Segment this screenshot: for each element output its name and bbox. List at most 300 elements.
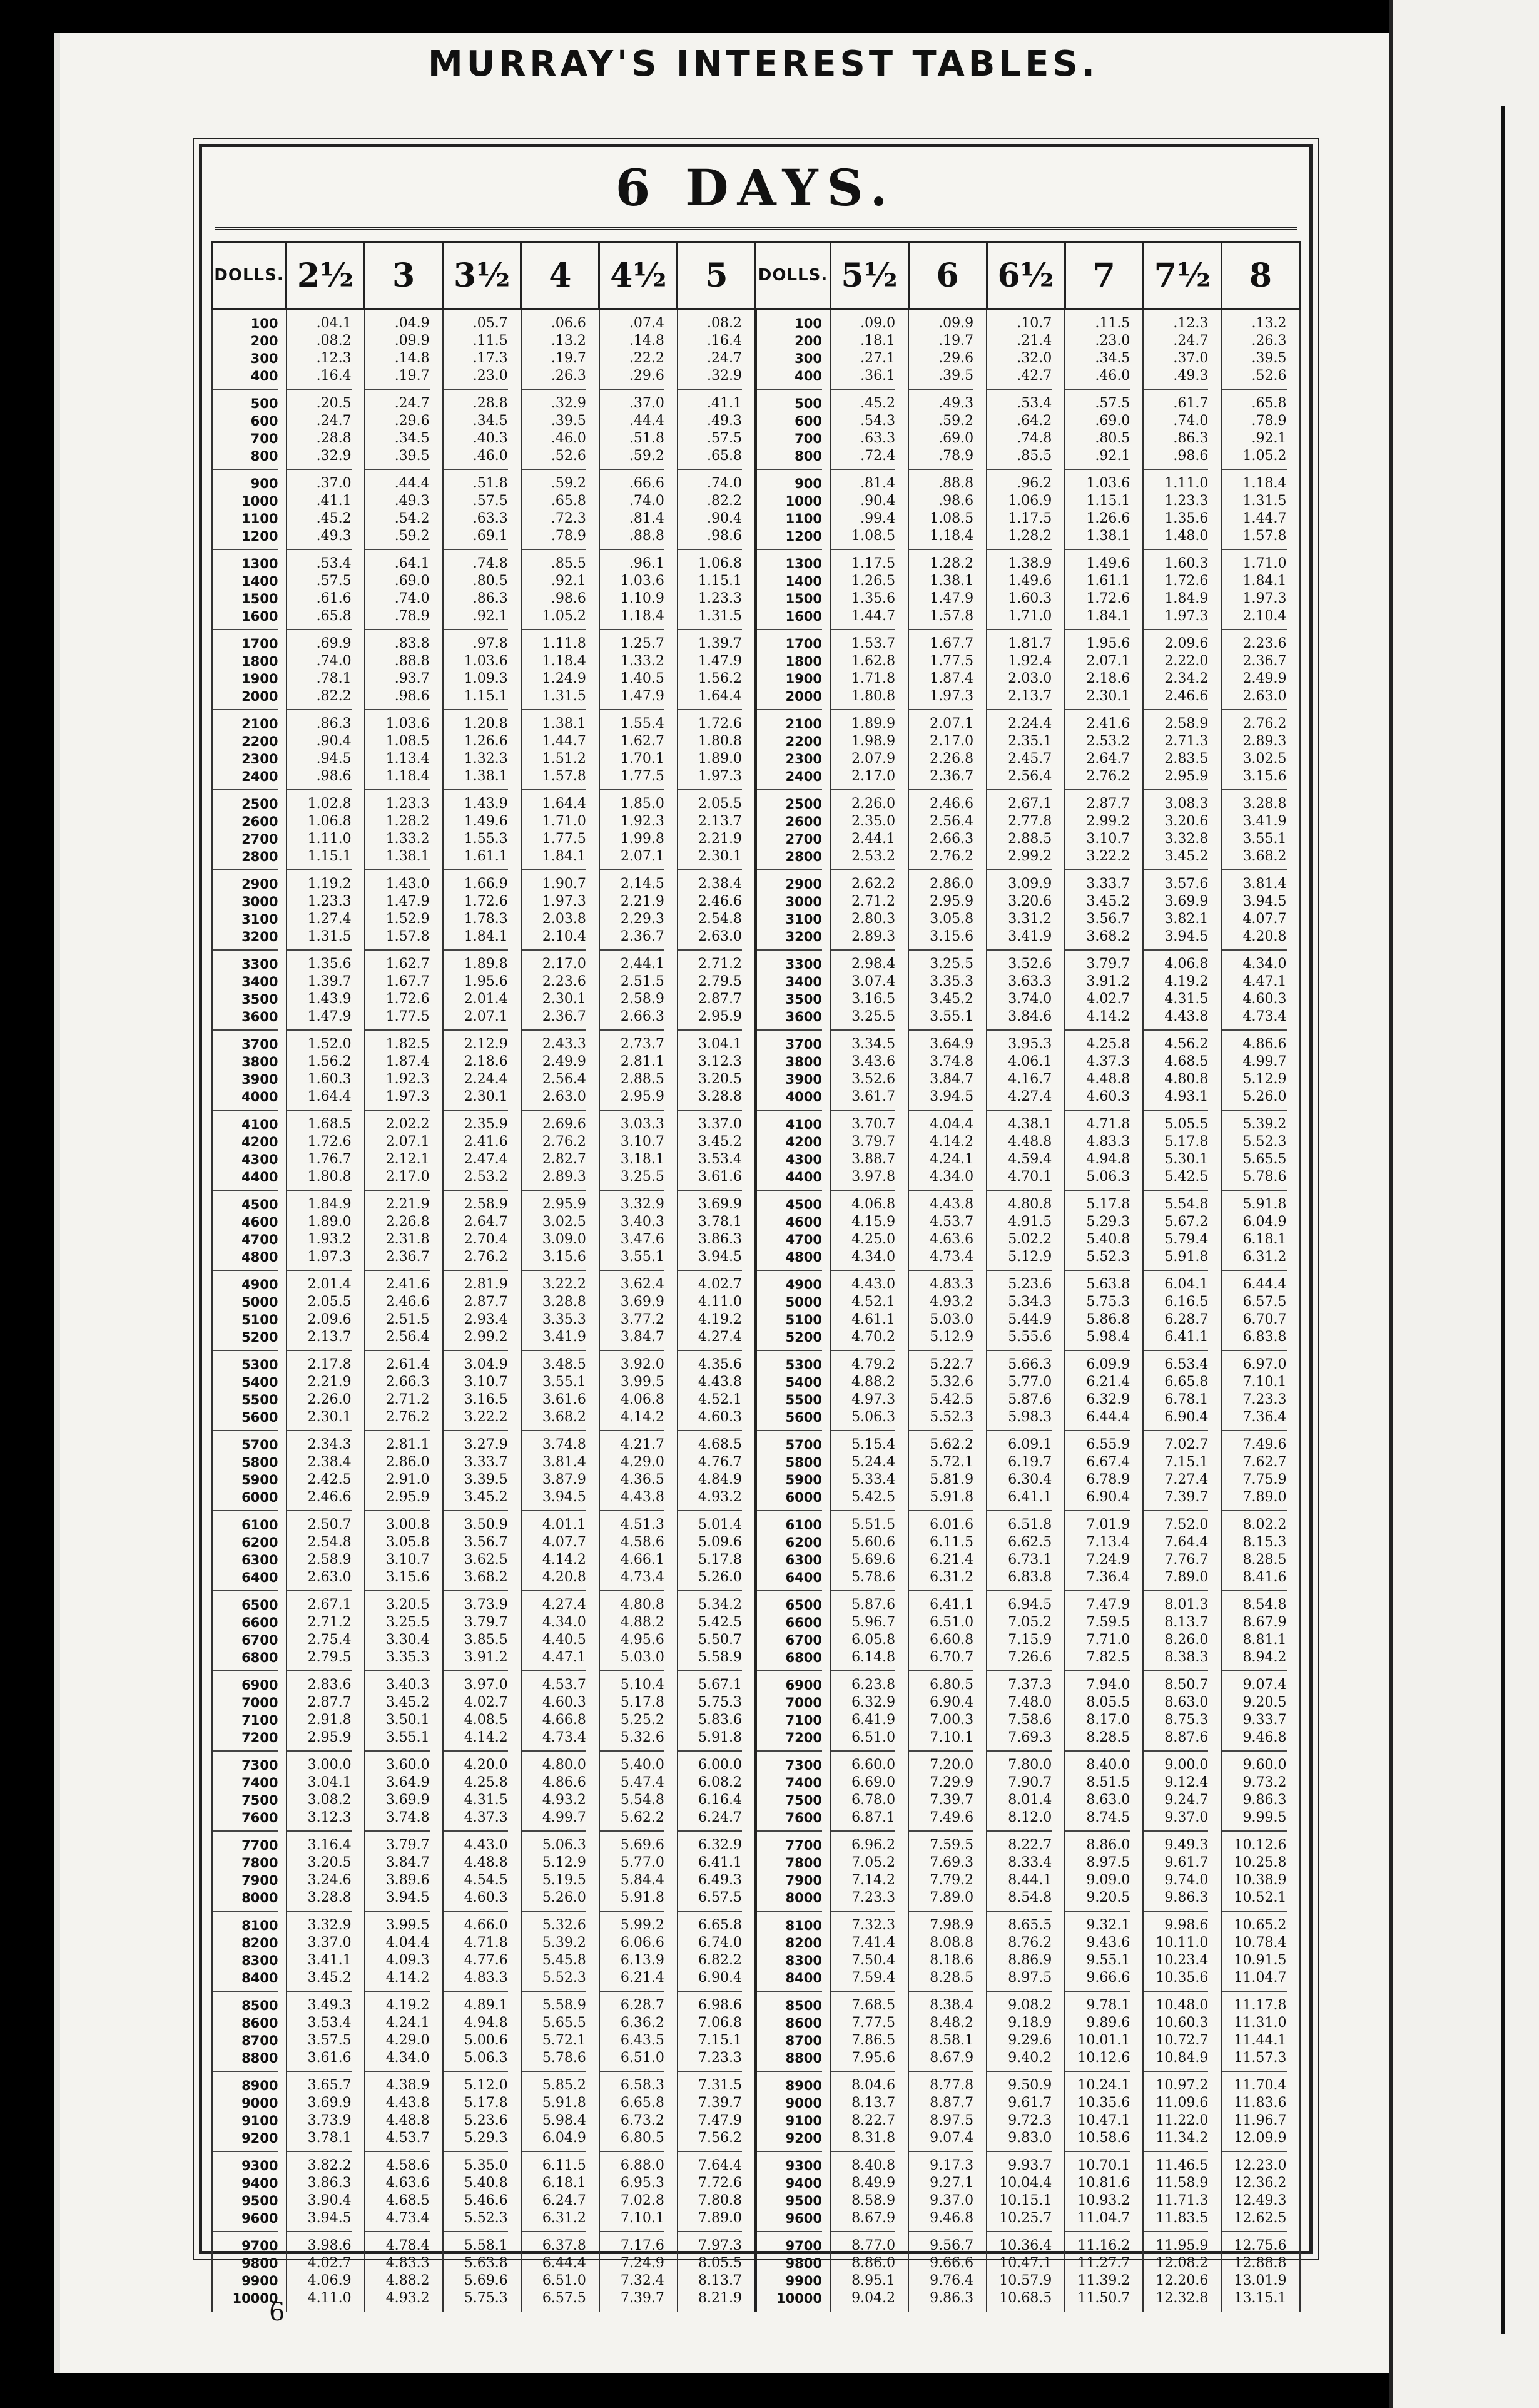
table-cell: 1.57.8 — [1242, 528, 1287, 544]
table-cell: 1.64.4 — [307, 1089, 352, 1105]
table-cell: 6.24.7 — [698, 1810, 742, 1825]
table-cell: .11.5 — [1095, 315, 1130, 331]
table-cell: .59.2 — [551, 476, 586, 491]
table-cell: 7500 — [241, 1793, 278, 1808]
table-cell: 4.93.1 — [1164, 1089, 1209, 1105]
table-cell: 4.04.4 — [385, 1935, 430, 1951]
table-cell: .41.1 — [707, 395, 742, 411]
table-cell: 9000 — [785, 2096, 822, 2111]
table-cell: 1.64.4 — [698, 688, 742, 704]
table-cell: 1.23.3 — [307, 894, 352, 909]
table-cell: 2.30.1 — [542, 991, 586, 1007]
row-group — [831, 1912, 895, 1992]
table-cell: 6000 — [785, 1490, 822, 1505]
table-cell: 5.52.3 — [1086, 1249, 1130, 1265]
table-cell: 4.34.0 — [930, 1169, 974, 1185]
table-cell: 300 — [250, 351, 278, 366]
table-cell: 7.15.9 — [1008, 1632, 1052, 1648]
table-cell: .26.3 — [551, 368, 586, 384]
row-group — [987, 630, 1052, 710]
table-cell: 1.47.9 — [620, 688, 664, 704]
table-cell: 5.09.6 — [698, 1534, 742, 1550]
table-cell: 3.53.4 — [698, 1151, 742, 1167]
table-cell: 2.71.2 — [307, 1615, 352, 1630]
row-group — [757, 1992, 822, 2072]
rate-header: 2½ — [287, 242, 365, 309]
table-cell: 4.88.2 — [620, 1615, 664, 1630]
row-group — [1222, 1031, 1286, 1111]
table-cell: 2.99.2 — [1086, 814, 1130, 829]
table-cell: 2.56.4 — [385, 1329, 430, 1345]
row-group — [444, 1511, 508, 1591]
rate-column-4-5 — [599, 309, 678, 2313]
table-cell: 3.49.3 — [307, 1997, 352, 2013]
table-cell: 3.15.6 — [930, 929, 974, 944]
table-cell: 1.17.5 — [851, 556, 896, 571]
table-cell: 1.15.1 — [307, 849, 352, 864]
row-group — [522, 710, 586, 790]
table-cell: 3.50.9 — [464, 1517, 508, 1533]
table-cell: 2.95.9 — [307, 1730, 352, 1745]
table-cell: 3.53.4 — [307, 2015, 352, 2031]
row-group — [600, 1031, 664, 1111]
table-cell: 4.52.1 — [851, 1294, 896, 1310]
table-cell: 2.63.0 — [698, 929, 742, 944]
table-cell: 3.24.6 — [307, 1872, 352, 1888]
table-cell: 3.16.4 — [307, 1837, 352, 1853]
table-cell: 2.70.4 — [464, 1232, 508, 1247]
table-cell: .16.4 — [707, 333, 742, 349]
row-group — [444, 390, 508, 470]
row-group — [444, 790, 508, 870]
table-cell: 4.24.1 — [930, 1151, 974, 1167]
table-cell: 10.38.9 — [1234, 1872, 1287, 1888]
table-cell: 1.76.7 — [307, 1151, 352, 1167]
row-group — [600, 630, 664, 710]
row-group — [678, 2152, 742, 2232]
table-cell: .86.3 — [472, 591, 508, 606]
table-cell: .69.9 — [316, 636, 352, 651]
table-cell: 9.18.9 — [1008, 2015, 1052, 2031]
table-cell: 4.78.4 — [385, 2238, 430, 2253]
row-group — [831, 1351, 895, 1431]
table-cell: 1700 — [241, 636, 278, 651]
table-cell: 3.79.7 — [1086, 956, 1130, 972]
row-group — [1144, 1271, 1208, 1351]
table-cell: .78.9 — [551, 528, 586, 544]
table-cell: 7.62.7 — [1242, 1454, 1287, 1470]
table-cell: 7.27.4 — [1164, 1472, 1209, 1487]
row-group — [1065, 1671, 1130, 1752]
table-cell: 8100 — [785, 1918, 822, 1933]
table-cell: 5.17.8 — [1086, 1196, 1130, 1212]
table-cell: 6.98.6 — [698, 1997, 742, 2013]
row-group — [213, 1832, 278, 1912]
table-cell: 10000 — [232, 2291, 278, 2306]
table-cell: 6.88.0 — [620, 2158, 664, 2173]
table-cell: 9.37.0 — [930, 2193, 974, 2208]
table-cell: 4.63.6 — [385, 2175, 430, 2191]
table-cell: 6.21.4 — [1086, 1374, 1130, 1390]
table-cell: 4.19.2 — [698, 1312, 742, 1327]
table-cell: 3.68.2 — [542, 1409, 586, 1425]
table-cell: 10.36.4 — [999, 2238, 1052, 2253]
row-group — [444, 1351, 508, 1431]
table-cell: 5900 — [785, 1472, 822, 1487]
table-cell: 5.51.5 — [851, 1517, 896, 1533]
row-group — [365, 951, 430, 1031]
row-group — [1222, 1111, 1286, 1191]
row-group — [600, 951, 664, 1031]
row-group — [600, 1191, 664, 1271]
row-group — [909, 1912, 973, 1992]
row-group — [757, 1191, 822, 1271]
table-cell: 8400 — [785, 1971, 822, 1986]
table-cell: 9.46.8 — [1242, 1730, 1287, 1745]
row-group — [757, 1912, 822, 1992]
table-cell: 4.83.3 — [930, 1277, 974, 1292]
table-cell: 6.24.7 — [542, 2193, 586, 2208]
table-cell: 1.38.9 — [1008, 556, 1052, 571]
rate-column-5-5 — [830, 309, 908, 2313]
table-cell: 2.26.8 — [385, 1214, 430, 1230]
table-cell: 1.23.3 — [1164, 493, 1209, 509]
row-group — [365, 790, 430, 870]
table-cell: 3.78.1 — [698, 1214, 742, 1230]
table-cell: 4.76.7 — [698, 1454, 742, 1470]
table-cell: 3.98.6 — [307, 2238, 352, 2253]
table-cell: 2.30.1 — [307, 1409, 352, 1425]
table-cell: 3.28.8 — [1242, 796, 1287, 812]
table-cell: 3.33.7 — [464, 1454, 508, 1470]
rate-header: 8 — [1221, 242, 1299, 309]
table-cell: 3.25.5 — [385, 1615, 430, 1630]
table-cell: .19.7 — [551, 350, 586, 366]
table-cell: 6.36.2 — [620, 2015, 664, 2031]
table-cell: 400 — [795, 369, 822, 384]
table-cell: 8.67.9 — [851, 2210, 896, 2226]
table-cell: 6.82.2 — [698, 1952, 742, 1968]
table-cell: 6.65.8 — [1164, 1374, 1209, 1390]
table-cell: 9800 — [785, 2256, 822, 2271]
row-group — [1144, 470, 1208, 550]
row-group — [365, 870, 430, 951]
table-cell: 3.99.5 — [385, 1917, 430, 1933]
table-cell: 6.78.1 — [1164, 1392, 1209, 1407]
table-cell: 6300 — [241, 1553, 278, 1568]
page-number: 6 — [269, 2298, 285, 2327]
table-cell: 3.94.5 — [1164, 929, 1209, 944]
table-cell: 6.28.7 — [1164, 1312, 1209, 1327]
table-cell: 1.31.5 — [1242, 493, 1287, 509]
table-cell: 4.43.0 — [851, 1277, 896, 1292]
table-cell: 6.58.3 — [620, 2078, 664, 2093]
table-cell: 5.78.6 — [851, 1569, 896, 1585]
table-cell: 3.94.5 — [930, 1089, 974, 1105]
row-group — [909, 630, 973, 710]
table-cell: 1.99.8 — [620, 831, 664, 847]
table-cell: 2.98.4 — [851, 956, 896, 972]
table-cell: 11.57.3 — [1234, 2050, 1287, 2066]
table-cell: 5.22.7 — [930, 1357, 974, 1372]
table-cell: 3.12.3 — [698, 1054, 742, 1069]
table-cell: .34.5 — [394, 431, 430, 446]
row-group — [1222, 1351, 1286, 1431]
table-cell: 5.33.4 — [851, 1472, 896, 1487]
table-cell: 2.53.2 — [1086, 733, 1130, 749]
table-cell: 6.11.5 — [930, 1534, 974, 1550]
table-cell: 3.04.9 — [464, 1357, 508, 1372]
table-cell: 7.89.0 — [930, 1890, 974, 1905]
table-cell: 6.96.2 — [851, 1837, 896, 1853]
table-cell: .32.9 — [316, 448, 352, 464]
table-cell: 7.89.0 — [1242, 1489, 1287, 1505]
table-cell: 2.24.4 — [464, 1071, 508, 1087]
row-group — [757, 550, 822, 630]
row-group — [987, 470, 1052, 550]
table-cell: 6.62.5 — [1008, 1534, 1052, 1550]
table-cell: 5.67.2 — [1164, 1214, 1209, 1230]
table-cell: 9.40.2 — [1008, 2050, 1052, 2066]
row-group — [678, 470, 742, 550]
row-group — [444, 1752, 508, 1832]
table-cell: .85.5 — [551, 556, 586, 571]
table-cell: 5.46.6 — [464, 2193, 508, 2208]
table-cell: 2200 — [785, 734, 822, 749]
table-cell: 2.09.6 — [307, 1312, 352, 1327]
table-cell: .49.3 — [394, 493, 430, 509]
facing-page-rule — [1501, 106, 1539, 2334]
table-cell: 8.58.9 — [851, 2193, 896, 2208]
table-cell: 4.58.6 — [385, 2158, 430, 2173]
row-group — [987, 550, 1052, 630]
table-cell: .22.2 — [629, 350, 664, 366]
table-cell: 5.91.8 — [930, 1489, 974, 1505]
row-group — [909, 790, 973, 870]
table-cell: 7.79.2 — [930, 1872, 974, 1888]
table-cell: 12.20.6 — [1156, 2273, 1209, 2288]
row-group — [987, 870, 1052, 951]
table-cell: 9000 — [241, 2096, 278, 2111]
table-cell: 5500 — [241, 1392, 278, 1407]
table-cell: 8700 — [785, 2033, 822, 2048]
table-cell: 3.15.6 — [385, 1569, 430, 1585]
row-group — [909, 1752, 973, 1832]
row-group — [1065, 1351, 1130, 1431]
table-cell: 4.38.9 — [385, 2078, 430, 2093]
row-group — [987, 1992, 1052, 2072]
table-cell: 1.87.4 — [385, 1054, 430, 1069]
table-cell: .39.5 — [394, 448, 430, 464]
table-cell: 10.23.4 — [1156, 1952, 1209, 1968]
table-cell: .92.1 — [472, 608, 508, 624]
row-group — [365, 2152, 430, 2232]
table-cell: 2.03.8 — [542, 911, 586, 927]
table-cell: 4.93.2 — [930, 1294, 974, 1310]
table-cell: 3500 — [241, 992, 278, 1007]
table-cell: 7.68.5 — [851, 1997, 896, 2013]
table-cell: .92.1 — [551, 573, 586, 589]
row-group — [757, 790, 822, 870]
table-cell: .52.6 — [551, 448, 586, 464]
table-cell: 3.77.2 — [620, 1312, 664, 1327]
table-cell: 2.86.0 — [385, 1454, 430, 1470]
table-cell: 1.71.0 — [542, 814, 586, 829]
table-cell: 3.82.1 — [1164, 911, 1209, 927]
table-cell: 11.34.2 — [1156, 2130, 1209, 2146]
table-cell: 2.26.8 — [930, 751, 974, 767]
table-cell: 1.49.6 — [1086, 556, 1130, 571]
table-cell: 2.64.7 — [1086, 751, 1130, 767]
row-group — [1065, 1832, 1130, 1912]
row-group — [213, 1591, 278, 1671]
table-cell: .29.6 — [938, 350, 974, 366]
table-cell: 6800 — [785, 1650, 822, 1665]
table-cell: 100 — [250, 316, 278, 331]
table-cell: 2.79.5 — [698, 974, 742, 989]
table-cell: 4.83.3 — [464, 1970, 508, 1986]
table-cell: 4.11.0 — [307, 2290, 352, 2306]
table-cell: 3300 — [785, 957, 822, 972]
table-cell: 9.73.2 — [1242, 1775, 1287, 1790]
table-cell: 3100 — [241, 912, 278, 927]
table-cell: 9.78.1 — [1086, 1997, 1130, 2013]
table-cell: 5.17.8 — [620, 1695, 664, 1710]
table-cell: 3.20.6 — [1008, 894, 1052, 909]
table-cell: 7700 — [241, 1838, 278, 1853]
dolls-header-left: DOLLS. — [212, 242, 287, 309]
table-cell: .90.4 — [316, 733, 352, 749]
table-cell: 3.85.5 — [464, 1632, 508, 1648]
table-cell: .81.4 — [860, 476, 896, 491]
table-cell: 8.12.0 — [1008, 1810, 1052, 1825]
table-cell: 7.20.0 — [930, 1757, 974, 1773]
table-cell: 1200 — [785, 529, 822, 544]
table-cell: 7.80.0 — [1008, 1757, 1052, 1773]
table-cell: 1.35.6 — [307, 956, 352, 972]
table-cell: 4.16.7 — [1008, 1071, 1052, 1087]
table-cell: 9200 — [785, 2131, 822, 2146]
table-cell: 3.41.9 — [542, 1329, 586, 1345]
table-cell: 3.82.2 — [307, 2158, 352, 2173]
table-cell: 5.32.6 — [542, 1917, 586, 1933]
table-cell: 1.71.0 — [1242, 556, 1287, 571]
row-group — [1144, 630, 1208, 710]
table-cell: 2.81.1 — [620, 1054, 664, 1069]
table-cell: 1.57.8 — [385, 929, 430, 944]
table-cell: 3.55.1 — [620, 1249, 664, 1265]
table-cell: 5400 — [785, 1375, 822, 1390]
table-cell: .34.5 — [472, 413, 508, 429]
table-cell: 1100 — [241, 511, 278, 526]
table-cell: 4800 — [241, 1250, 278, 1265]
table-cell: 1.53.7 — [851, 636, 896, 651]
table-cell: 7.59.5 — [930, 1837, 974, 1853]
table-cell: 1.97.3 — [1242, 591, 1287, 606]
table-cell: 6.90.4 — [1164, 1409, 1209, 1425]
table-cell: 8.63.0 — [1164, 1695, 1209, 1710]
row-group — [831, 630, 895, 710]
table-cell: 10.78.4 — [1234, 1935, 1287, 1951]
table-cell: 1.17.5 — [1008, 511, 1052, 526]
table-cell: 2.56.4 — [930, 814, 974, 829]
rate-column-4 — [521, 309, 599, 2313]
table-cell: 9100 — [785, 2113, 822, 2128]
table-cell: 11.16.2 — [1077, 2238, 1130, 2253]
table-cell: 2.07.1 — [930, 716, 974, 732]
table-cell: .14.8 — [394, 350, 430, 366]
row-group — [909, 2072, 973, 2152]
table-cell: 1.38.1 — [930, 573, 974, 589]
rate-column-2-5 — [287, 309, 365, 2313]
table-cell: 4.07.7 — [542, 1534, 586, 1550]
table-cell: 7500 — [785, 1793, 822, 1808]
table-cell: 9.66.6 — [930, 2255, 974, 2271]
table-cell: 6.97.0 — [1242, 1357, 1287, 1372]
table-cell: 3800 — [241, 1054, 278, 1069]
table-cell: 6.05.8 — [851, 1632, 896, 1648]
table-cell: 2.75.4 — [307, 1632, 352, 1648]
table-cell: 6.06.6 — [620, 1935, 664, 1951]
table-cell: 1.72.6 — [307, 1134, 352, 1150]
table-cell: 9.07.4 — [1242, 1677, 1287, 1693]
row-group — [987, 2232, 1052, 2312]
table-cell: .13.2 — [1251, 315, 1287, 331]
table-cell: 3.64.9 — [385, 1775, 430, 1790]
table-cell: 12.49.3 — [1234, 2193, 1287, 2208]
row-group — [1065, 2072, 1130, 2152]
table-cell: 7.94.0 — [1086, 1677, 1130, 1693]
table-cell: 4.08.5 — [464, 1712, 508, 1728]
table-cell: 9200 — [241, 2131, 278, 2146]
table-cell: 5.26.0 — [542, 1890, 586, 1905]
table-cell: 2.36.7 — [385, 1249, 430, 1265]
table-cell: 2.82.7 — [542, 1151, 586, 1167]
table-cell: 1.95.6 — [464, 974, 508, 989]
table-cell: 7700 — [785, 1838, 822, 1853]
table-cell: 5.52.3 — [930, 1409, 974, 1425]
row-group — [365, 1191, 430, 1271]
table-cell: 7200 — [785, 1730, 822, 1745]
table-cell: 3.32.8 — [1164, 831, 1209, 847]
table-cell: 3.07.4 — [851, 974, 896, 989]
table-cell: 1.08.5 — [385, 733, 430, 749]
row-group — [757, 470, 822, 550]
table-cell: 7600 — [241, 1810, 278, 1825]
table-cell: 4200 — [785, 1135, 822, 1150]
row-group — [522, 550, 586, 630]
table-cell: .69.1 — [472, 528, 508, 544]
table-cell: 4.27.4 — [698, 1329, 742, 1345]
table-cell: 2.01.4 — [464, 991, 508, 1007]
table-cell: 1400 — [241, 574, 278, 589]
table-cell: 7.23.3 — [1242, 1392, 1287, 1407]
row-group — [1065, 1031, 1130, 1111]
table-cell: 6.57.5 — [1242, 1294, 1287, 1310]
table-cell: .98.6 — [551, 591, 586, 606]
table-cell: 1.62.8 — [851, 653, 896, 669]
row-group — [1065, 1191, 1130, 1271]
row-group — [1065, 1431, 1130, 1511]
row-group — [1065, 1111, 1130, 1191]
table-cell: 4.53.7 — [930, 1214, 974, 1230]
table-cell: 7.41.4 — [851, 1935, 896, 1951]
table-cell: 8.38.4 — [930, 1997, 974, 2013]
table-cell: 1.38.1 — [542, 716, 586, 732]
table-cell: 3.28.8 — [698, 1089, 742, 1105]
row-group — [678, 951, 742, 1031]
table-cell: 3.41.9 — [1008, 929, 1052, 944]
